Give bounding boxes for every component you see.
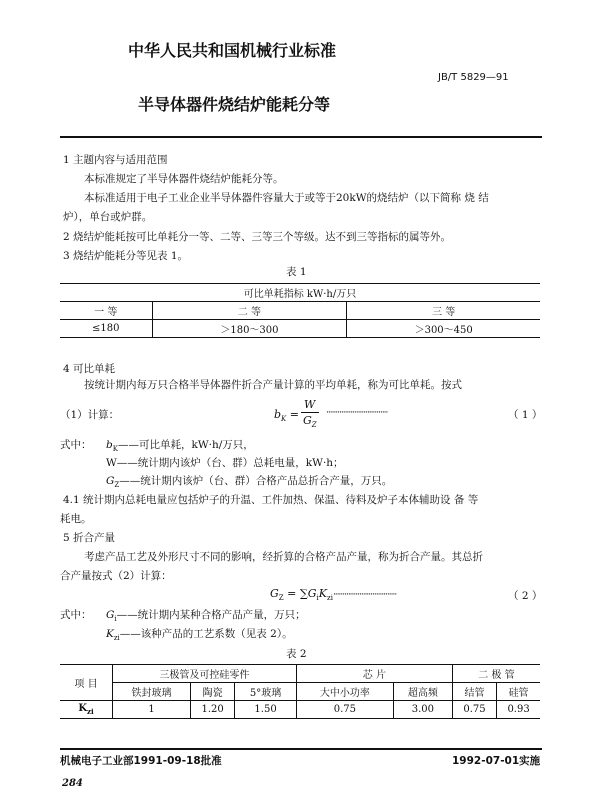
- section-1-paragraph-2-cont: 炉），单台或炉群。: [63, 211, 153, 223]
- table-2-col: 硅管: [497, 683, 540, 701]
- section-5-paragraph-cont: 合产量按式（2）计算：: [60, 570, 172, 582]
- table-2-value: 1: [113, 701, 191, 719]
- section-4-formula-intro: （1）计算：: [60, 409, 120, 421]
- table-2-group-2: 芯 片: [296, 665, 452, 683]
- section-4-heading: 4 可比单耗: [63, 363, 116, 375]
- footer-rule: [60, 748, 542, 750]
- table-1-value: ＞180～300: [152, 320, 347, 338]
- section-5-paragraph: 考虑产品工艺及外形尺寸不同的影响，经折算的合格产品产量，称为折合产量。其总折: [84, 551, 483, 563]
- formula-2-number: （ 2 ）: [508, 590, 543, 602]
- formula-1-numerator: W: [304, 398, 316, 411]
- table-1-caption: 表 1: [286, 266, 307, 278]
- formula-1-leader: ·································: [326, 408, 388, 418]
- where-1-line-3: $G_Z——$统计期内该炉（台、群）合格产品总折合产量，万只。: [106, 475, 393, 490]
- table-1-grade: 三 等: [432, 307, 456, 318]
- where-label: 式中：: [60, 439, 92, 451]
- where-1-line-2: W——统计期内该炉（台、群）总耗电量，kW·h；: [106, 457, 344, 469]
- section-1-paragraph-2: 本标准适用于电子工业企业半导体器件容量大于或等于20kW的烧结炉（以下简称 烧 结: [84, 192, 489, 204]
- table-1-grade: 一 等: [60, 302, 152, 320]
- table-2-value: 0.75: [452, 701, 496, 719]
- issuing-body: 中华人民共和国机械行业标准: [128, 41, 337, 60]
- table-2-caption: 表 2: [286, 648, 307, 660]
- section-4-paragraph: 按统计期内每万只合格半导体器件折合产量计算的平均单耗，称为可比单耗。按式: [84, 379, 462, 391]
- table-2: [60, 664, 540, 719]
- table-2-col: 铁封玻璃: [113, 683, 191, 701]
- table-2-value: 1.20: [191, 701, 235, 719]
- section-4-1: 4.1 统计期内总耗电量应包括炉子的升温、工件加热、保温、待料及炉子本体辅助设 备 等: [63, 494, 479, 506]
- table-1-value: ≤180: [60, 320, 152, 338]
- formula-1-lhs: $b_K$ =: [274, 408, 299, 424]
- table-2-value: 0.93: [497, 701, 540, 719]
- section-2: 2 烧结炉能耗按可比单耗分一等、二等、三等三个等级。达不到三等指标的属等外。: [63, 231, 452, 243]
- formula-2-leader: ··································: [332, 590, 397, 600]
- table-2-col: 超高频: [393, 683, 452, 701]
- table-1-grade: 二 等: [152, 302, 347, 320]
- section-5-heading: 5 折合产量: [63, 532, 116, 544]
- table-2-col: 陶瓷: [191, 683, 235, 701]
- section-4-1-cont: 耗电。: [60, 513, 92, 525]
- table-1: [60, 283, 540, 338]
- where-label: 式中：: [60, 609, 92, 621]
- header-rule: [60, 136, 542, 138]
- where-2-line-1: $G_i——$统计期内某种合格产品产量，万只；: [106, 609, 306, 624]
- approval-date: 机械电子工业部1991-09-18批准: [60, 755, 222, 767]
- fraction-bar: [301, 412, 319, 413]
- section-3: 3 烧结炉能耗分等见表 1。: [63, 250, 189, 262]
- formula-1-denominator: $G_Z$: [303, 414, 317, 430]
- table-2-value: 0.75: [296, 701, 393, 719]
- table-2-group-1: 三极管及可控硅零件: [113, 665, 297, 683]
- document-title: 半导体器件烧结炉能耗分等: [138, 95, 331, 114]
- table-2-row-header: 项 目: [60, 665, 113, 701]
- standard-code: JB/T 5829—91: [438, 72, 509, 83]
- table-2-value: 1.50: [235, 701, 297, 719]
- table-2-col: 5°玻璃: [235, 683, 297, 701]
- table-2-col: 结管: [452, 683, 496, 701]
- table-2-value: 3.00: [393, 701, 452, 719]
- formula-2: $G_Z = \sum G_iK_{zi}\cdot\cdot\cdot\cdot\cdot\cdot\cdot\cdot\cdot\cdot\cdot\cdot\cdot\cdot\cdot\cdot\cdot\cdot\cdot\cdot\cdot\cdot\cdot\cdot\cdot\cdot\cdot\cdot\cdot\cdot\cdot\cdot\cdot\cdot$: [270, 587, 397, 603]
- effective-date: 1992-07-01实施: [452, 755, 541, 767]
- where-2-line-2: $K_{zi}——$该种产品的工艺系数（见表 2）。: [106, 628, 293, 643]
- section-1-paragraph-1: 本标准规定了半导体器件烧结炉能耗分等。: [84, 173, 284, 185]
- table-2-group-3: 二 极 管: [452, 665, 540, 683]
- table-1-value: ＞300～450: [414, 325, 473, 336]
- section-1-heading: 1 主题内容与适用范围: [63, 154, 168, 166]
- table-2-row-label: $K_{zi}$: [60, 701, 113, 719]
- formula-1-number: （ 1 ）: [508, 409, 543, 421]
- table-2-col: 大中小功率: [296, 683, 393, 701]
- page-number: 284: [62, 778, 83, 789]
- where-1-line-1: $b_K——$可比单耗，kW·h/万只，: [106, 439, 254, 454]
- table-1-header: 可比单耗指标 kW·h/万只: [243, 289, 357, 300]
